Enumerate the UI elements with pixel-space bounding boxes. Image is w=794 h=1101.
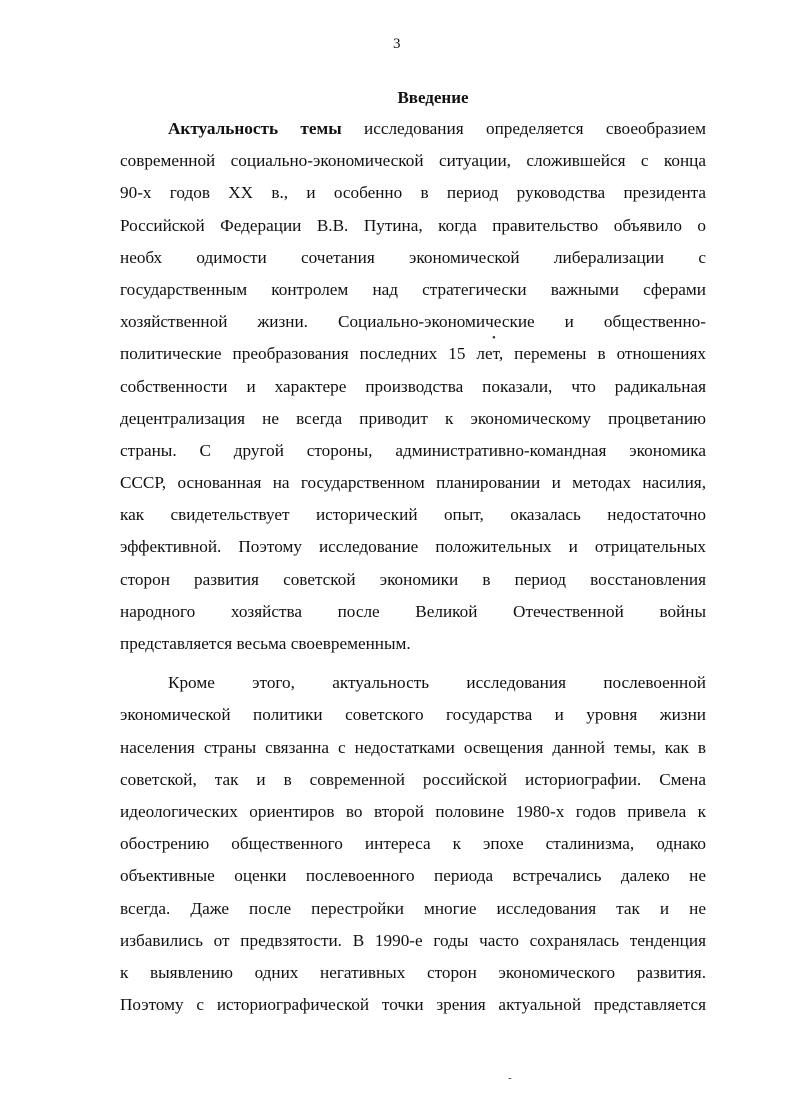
paragraph-2-line: объективные оценки послевоенного периода встречались далеко не (120, 866, 706, 886)
paragraph-1-line: 90-х годов XX в., и особенно в период руководства президента (120, 183, 706, 203)
paragraph-2-line: обострению общественного интереса к эпохе сталинизма, однако (120, 834, 706, 854)
paragraph-2-line: экономической политики советского государства и уровня жизни (120, 705, 706, 725)
scan-artifact: • (492, 332, 496, 344)
paragraph-1-line: хозяйственной жизни. Социально-экономические и общественно- (120, 312, 706, 332)
paragraph-2-line-1: Кроме этого, актуальность исследования послевоенной (168, 673, 706, 693)
paragraph-1-line: страны. С другой стороны, административно-командная экономика (120, 440, 706, 460)
paragraph-1-line-1 (120, 113, 706, 145)
paragraph-1-line: эффективной. Поэтому исследование положительных и отрицательных (120, 537, 706, 557)
paragraph-1-line: народного хозяйства после Великой Отечественной войны (120, 601, 706, 621)
paragraph-2-line: населения страны связанна с недостатками освещения данной темы, как в (120, 737, 706, 757)
paragraph-1-line: Российской Федерации В.В. Путина, когда правительство объявило о (120, 215, 706, 235)
body-text (120, 113, 706, 1021)
paragraph-1-line: СССР, основанная на государственном планировании и методах насилия, (120, 473, 706, 493)
scan-artifact: - (508, 1072, 512, 1084)
paragraph-2-line: Поэтому с историографической точки зрения актуальной представляется (120, 995, 706, 1015)
paragraph-2-line: всегда. Даже после перестройки многие исследования так и не (120, 898, 706, 918)
paragraph-1-line: необх одимости сочетания экономической либерализации с (120, 247, 706, 267)
paragraph-1-line: политические преобразования последних 15 лет, перемены в отношениях (120, 344, 706, 364)
paragraph-2-line: советской, так и в современной российской историографии. Смена (120, 769, 706, 789)
paragraph-2-line: идеологических ориентиров во второй половине 1980-х годов привела к (120, 801, 706, 821)
paragraph-1-line: сторон развития советской экономики в период восстановления (120, 569, 706, 589)
lead-bold-phrase: Актуальность темы (168, 119, 342, 138)
lead-rest: исследования определяется своеобразием (341, 119, 707, 138)
paragraph-2-line: избавились от предвзятости. В 1990-е годы часто сохранялась тенденция (120, 930, 706, 950)
paragraph-1-line: государственным контролем над стратегически важными сферами (120, 279, 706, 299)
page-number: 3 (393, 36, 401, 52)
paragraph-1-last-line: представляется весьма своевременным. (120, 634, 411, 653)
section-heading: Введение (397, 88, 469, 107)
paragraph-1-line: современной социально-экономической ситуации, сложившейся с конца (120, 151, 706, 171)
paragraph-1-line: как свидетельствует исторический опыт, оказалась недостаточно (120, 505, 706, 525)
paragraph-2-line: к выявлению одних негативных сторон экономического развития. (120, 962, 706, 982)
paragraph-1-line: децентрализация не всегда приводит к экономическому процветанию (120, 408, 706, 428)
paragraph-1-line: собственности и характере производства показали, что радикальная (120, 376, 706, 396)
